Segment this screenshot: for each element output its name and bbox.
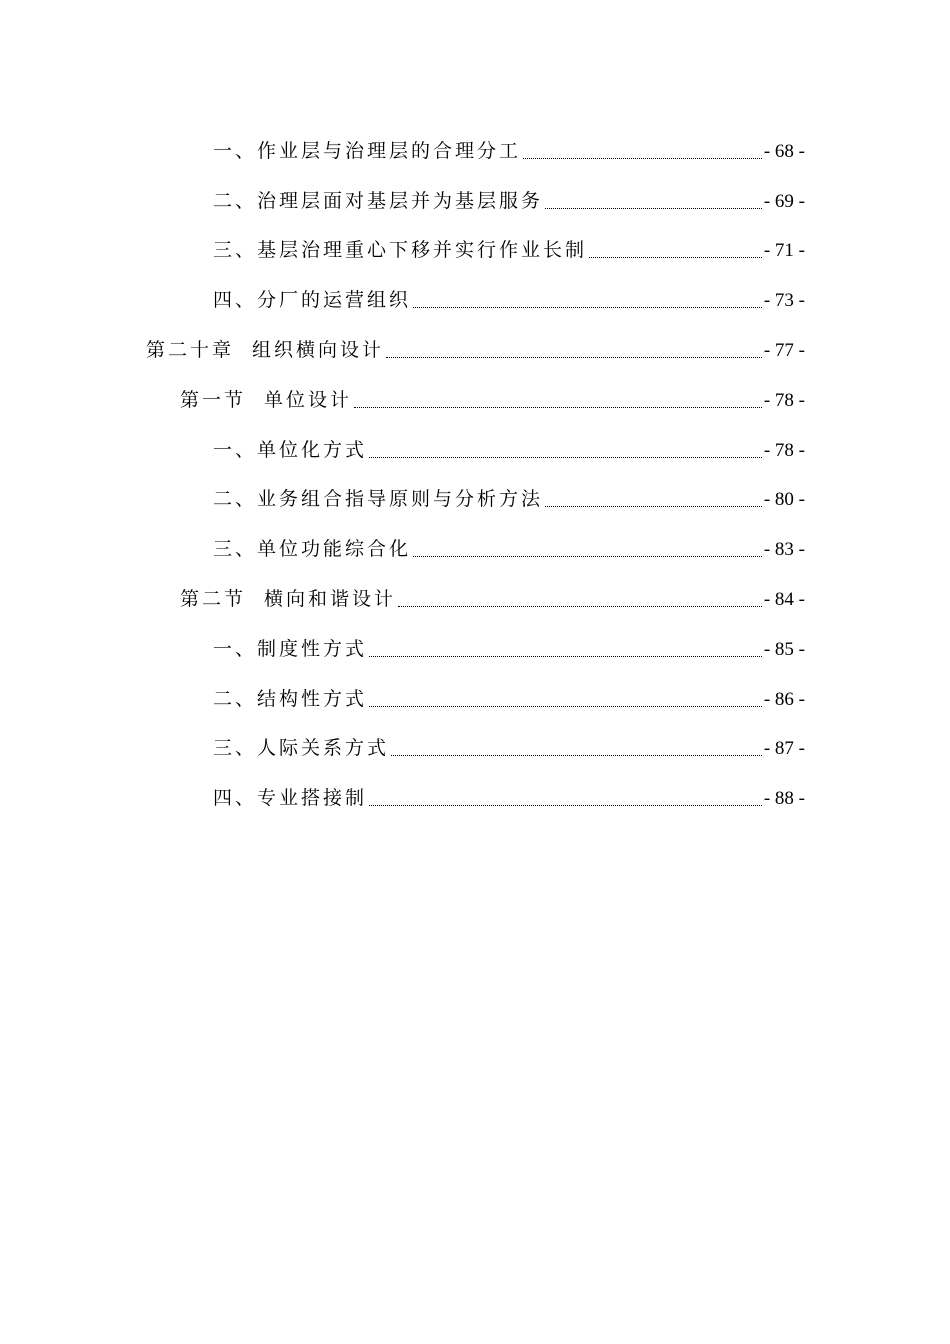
toc-entry-page: - 78 - xyxy=(763,390,805,411)
toc-entry-page: - 73 - xyxy=(763,290,805,311)
toc-section-entry[interactable] xyxy=(180,584,805,614)
toc-entry-title: 一、制度性方式 xyxy=(213,638,368,660)
toc-entry[interactable] xyxy=(213,484,805,514)
toc-entry-title: 一、作业层与治理层的合理分工 xyxy=(213,140,522,162)
toc-entry-page: - 85 - xyxy=(763,639,805,660)
toc-entry-title xyxy=(146,335,384,365)
toc-entry-page: - 84 - xyxy=(763,589,805,610)
toc-chapter-number: 第二十章 xyxy=(146,339,235,361)
toc-entry[interactable] xyxy=(213,783,805,813)
toc-leader xyxy=(398,606,762,607)
toc-entry[interactable] xyxy=(213,534,805,564)
toc-entry[interactable] xyxy=(213,285,805,315)
toc-entry-page: - 87 - xyxy=(763,738,805,759)
toc-leader xyxy=(413,307,762,308)
toc-entry-title xyxy=(180,584,396,614)
toc-leader xyxy=(523,158,762,159)
toc-entry-page: - 86 - xyxy=(763,689,805,710)
toc-entry-page: - 69 - xyxy=(763,191,805,212)
toc-leader xyxy=(369,656,762,657)
toc-chapter-entry[interactable] xyxy=(146,335,805,365)
toc-entry-title: 三、单位功能综合化 xyxy=(213,538,412,560)
toc-entry-title: 二、结构性方式 xyxy=(213,688,368,710)
toc-section-number: 第一节 xyxy=(180,389,247,411)
toc-entry-page: - 83 - xyxy=(763,539,805,560)
toc-entry-page: - 71 - xyxy=(763,240,805,261)
toc-leader xyxy=(354,407,762,408)
toc-entry-page: - 77 - xyxy=(763,340,805,361)
toc-entry[interactable] xyxy=(213,435,805,465)
toc-entry-title: 二、业务组合指导原则与分析方法 xyxy=(213,488,544,510)
toc-section-number: 第二节 xyxy=(180,588,247,610)
toc-leader xyxy=(545,208,762,209)
toc-entry-title xyxy=(180,385,352,415)
toc-entry-page: - 80 - xyxy=(763,489,805,510)
toc-entry[interactable] xyxy=(213,235,805,265)
toc-entry-title: 四、专业搭接制 xyxy=(213,787,368,809)
toc-entry-page: - 88 - xyxy=(763,788,805,809)
toc-entry-title: 四、分厂的运营组织 xyxy=(213,289,412,311)
toc-entry-page: - 78 - xyxy=(763,440,805,461)
toc-entry[interactable] xyxy=(213,733,805,763)
toc-leader xyxy=(369,457,762,458)
toc-chapter-name: 组织横向设计 xyxy=(252,339,385,361)
toc-section-entry[interactable] xyxy=(180,385,805,415)
toc-leader xyxy=(386,357,762,358)
toc-entry-title: 一、单位化方式 xyxy=(213,439,368,461)
toc-leader xyxy=(413,556,762,557)
toc-entry-title: 三、人际关系方式 xyxy=(213,737,390,759)
toc-entry[interactable] xyxy=(213,684,805,714)
toc-entry-page: - 68 - xyxy=(763,141,805,162)
toc-leader xyxy=(369,706,762,707)
toc-section-name: 横向和谐设计 xyxy=(264,588,397,610)
toc-entry[interactable] xyxy=(213,186,805,216)
toc-entry[interactable] xyxy=(213,136,805,166)
toc-leader xyxy=(545,506,762,507)
toc-entry-title: 三、基层治理重心下移并实行作业长制 xyxy=(213,239,588,261)
toc-entry-title: 二、治理层面对基层并为基层服务 xyxy=(213,190,544,212)
toc-section-name: 单位设计 xyxy=(264,389,353,411)
toc-leader xyxy=(391,755,762,756)
toc-entry[interactable] xyxy=(213,634,805,664)
toc-leader xyxy=(369,805,762,806)
toc-leader xyxy=(589,257,762,258)
